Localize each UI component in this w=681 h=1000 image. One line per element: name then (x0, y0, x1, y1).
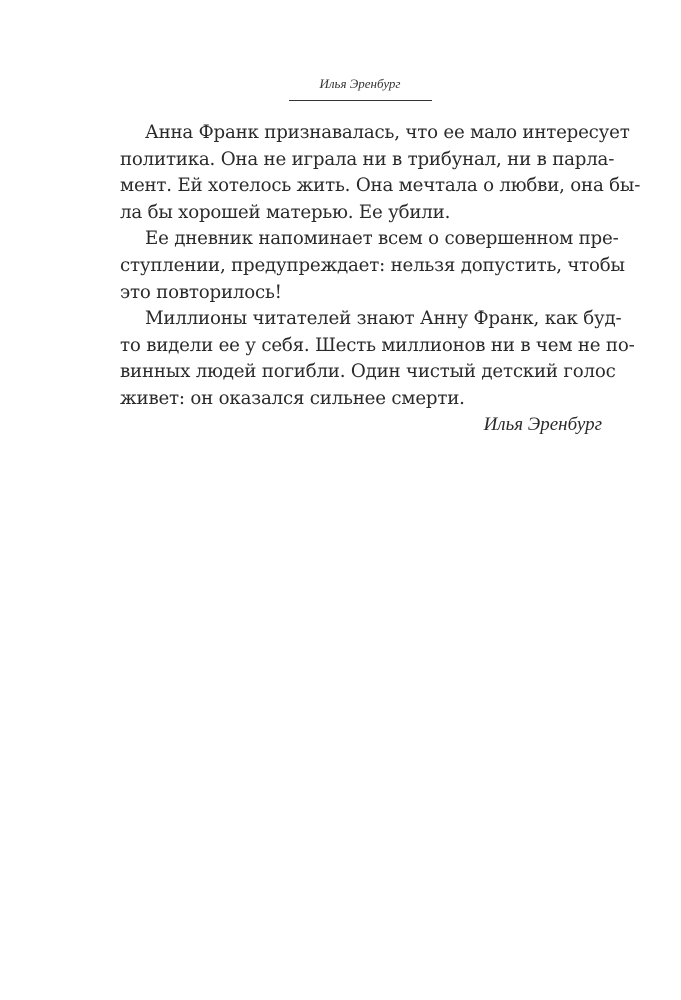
text-line: то видели ее у себя. Шесть миллионов ни в чем не по- (120, 334, 635, 356)
text-line: живет: он оказался сильнее смерти. (120, 387, 465, 409)
text-line: политика. Она не играла ни в трибунал, ни в парла- (120, 148, 615, 170)
header-rule (289, 100, 432, 101)
text-line: ступлении, предупреждает: нельзя допустить, чтобы (120, 254, 625, 276)
text-line: мент. Ей хотелось жить. Она мечтала о любви, она бы- (120, 175, 641, 197)
paragraph (120, 120, 641, 226)
text-line: ла бы хорошей матерью. Ее убили. (120, 201, 451, 223)
signature: Илья Эренбург (483, 414, 602, 435)
text-line: винных людей погибли. Один чистый детский голос (120, 361, 616, 383)
paragraph (120, 226, 625, 306)
paragraph (120, 306, 635, 412)
text-line: Миллионы читателей знают Анну Франк, как буд- (145, 308, 622, 330)
text-line: Анна Франк признавалась, что ее мало интересует (145, 122, 630, 143)
running-head: Илья Эренбург (319, 76, 401, 91)
text-line: Ее дневник напоминает всем о совершенном пре- (145, 228, 619, 250)
body-text (120, 120, 641, 413)
text-line: это повторилось! (120, 281, 282, 303)
